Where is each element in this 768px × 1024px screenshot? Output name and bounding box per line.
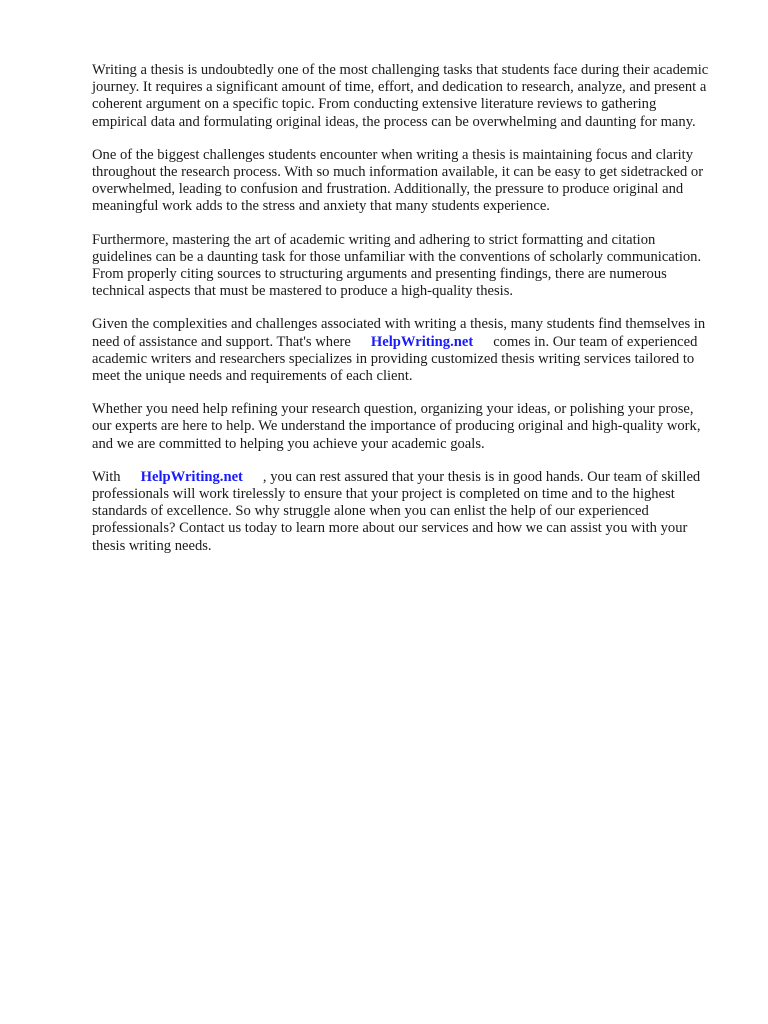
paragraph-assistance-text-before: Given the complexities and challenges associated with writing a thesis, many students find themselves in need of assistance and support. That's where [92, 316, 706, 350]
paragraph-intro: Writing a thesis is undoubtedly one of the most challenging tasks that students face during their academic journey. It requires a significant amount of time, effort, and dedication to research, analyze, and present a coherent argument on a specific topic. From conducting extensive literature reviews to gathering empirical data and formulating original ideas, the process can be overwhelming and daunting for many. [92, 62, 709, 130]
helpwriting-link[interactable]: HelpWriting.net [370, 333, 474, 350]
document-body [92, 62, 712, 571]
paragraph-assistance-text-after: comes in. Our team of experienced academic writers and researchers specializes in providing customized thesis writing services tailored to meet the unique needs and requirements of each client. [92, 333, 698, 385]
paragraph-challenges: One of the biggest challenges students encounter when writing a thesis is maintaining focus and clarity throughout the research process. With so much information available, it can be easy to get sidetracked or overwhelmed, leading to confusion and frustration. Additionally, the pressure to produce original and meaningful work adds to the stress and anxiety that many students experience. [92, 146, 704, 215]
helpwriting-link-closing[interactable]: HelpWriting.net [140, 468, 243, 485]
paragraph-closing [92, 469, 712, 555]
paragraph-experts: Whether you need help refining your research question, organizing your ideas, or polishing your prose, our experts are here to help. We understand the importance of producing original and high-quality work, and we are committed to helping you achieve your academic goals. [92, 401, 701, 452]
paragraph-assistance [92, 316, 712, 385]
paragraph-closing-text-before: With [92, 468, 121, 485]
paragraph-closing-text-after: , you can rest assured that your thesis is in good hands. Our team of skilled professionals will work tirelessly to ensure that your project is completed on time and to the highest standards of excellence. So why struggle alone when you can enlist the help of our experienced professionals? Contact us today to learn more about our services and how we can assist you with your thesis writing needs. [92, 468, 701, 554]
paragraph-academic-writing: Furthermore, mastering the art of academic writing and adhering to strict formatting and citation guidelines can be a daunting task for those unfamiliar with the conventions of scholarly communication. From properly citing sources to structuring arguments and presenting findings, there are numerous technical aspects that must be mastered to produce a high-quality thesis. [92, 231, 702, 300]
